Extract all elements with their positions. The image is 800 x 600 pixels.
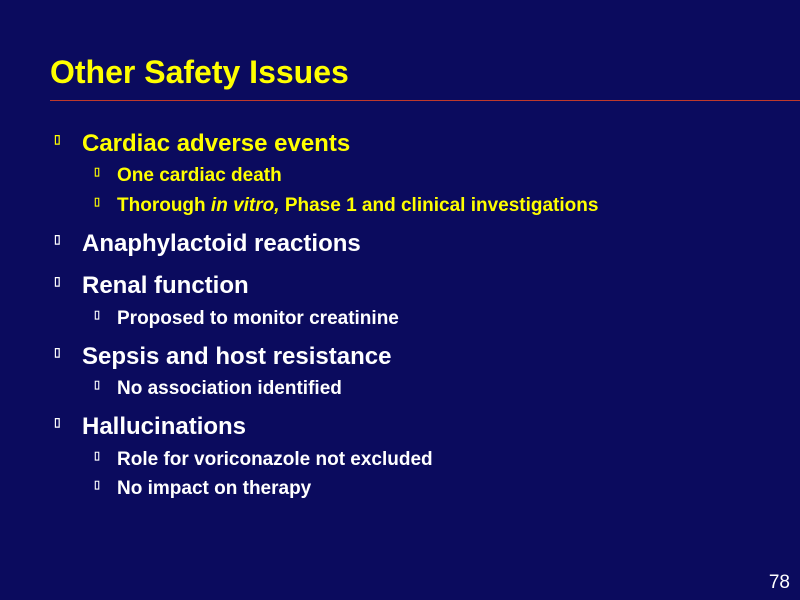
bullet-sepsis-host-resistance [54, 343, 392, 371]
bullet-icon: ▯ [54, 132, 61, 146]
bullet-icon: ▯ [54, 232, 61, 246]
bullet-text: One cardiac death [117, 165, 282, 186]
bullet-text-suffix: Phase 1 and clinical investigations [279, 195, 599, 216]
sub-bullet-thorough-investigations [94, 195, 599, 217]
slide-number: 78 [768, 572, 790, 593]
bullet-anaphylactoid-reactions [54, 230, 361, 258]
bullet-text-prefix: Thorough [117, 195, 211, 216]
bullet-text: Hallucinations [82, 413, 247, 440]
bullet-text: Renal function [82, 272, 249, 299]
bullet-cardiac-adverse-events [54, 130, 351, 158]
bullet-icon: ▯ [94, 166, 101, 178]
bullet-icon: ▯ [54, 415, 61, 429]
bullet-text: Cardiac adverse events [82, 130, 351, 157]
bullet-icon: ▯ [94, 450, 101, 462]
title-divider [50, 100, 800, 101]
bullet-text: Proposed to monitor creatinine [117, 308, 399, 329]
bullet-renal-function [54, 272, 249, 300]
bullet-text: No impact on therapy [117, 478, 312, 499]
sub-bullet-role-voriconazole [94, 449, 433, 471]
bullet-hallucinations [54, 413, 247, 441]
slide-title: Other Safety Issues [50, 54, 349, 90]
sub-bullet-one-cardiac-death [94, 165, 282, 187]
bullet-text: No association identified [117, 378, 342, 399]
bullet-icon: ▯ [94, 309, 101, 321]
bullet-text: Anaphylactoid reactions [82, 230, 361, 257]
bullet-icon: ▯ [54, 274, 61, 288]
bullet-icon: ▯ [54, 345, 61, 359]
sub-bullet-monitor-creatinine [94, 308, 399, 330]
bullet-icon: ▯ [94, 196, 101, 208]
bullet-text-emphasis: in vitro, [210, 195, 280, 216]
sub-bullet-no-impact-therapy [94, 478, 312, 500]
bullet-icon: ▯ [94, 379, 101, 391]
bullet-icon: ▯ [94, 479, 101, 491]
sub-bullet-no-association [94, 378, 342, 400]
bullet-text: Sepsis and host resistance [82, 343, 392, 370]
bullet-text: Role for voriconazole not excluded [117, 449, 433, 470]
